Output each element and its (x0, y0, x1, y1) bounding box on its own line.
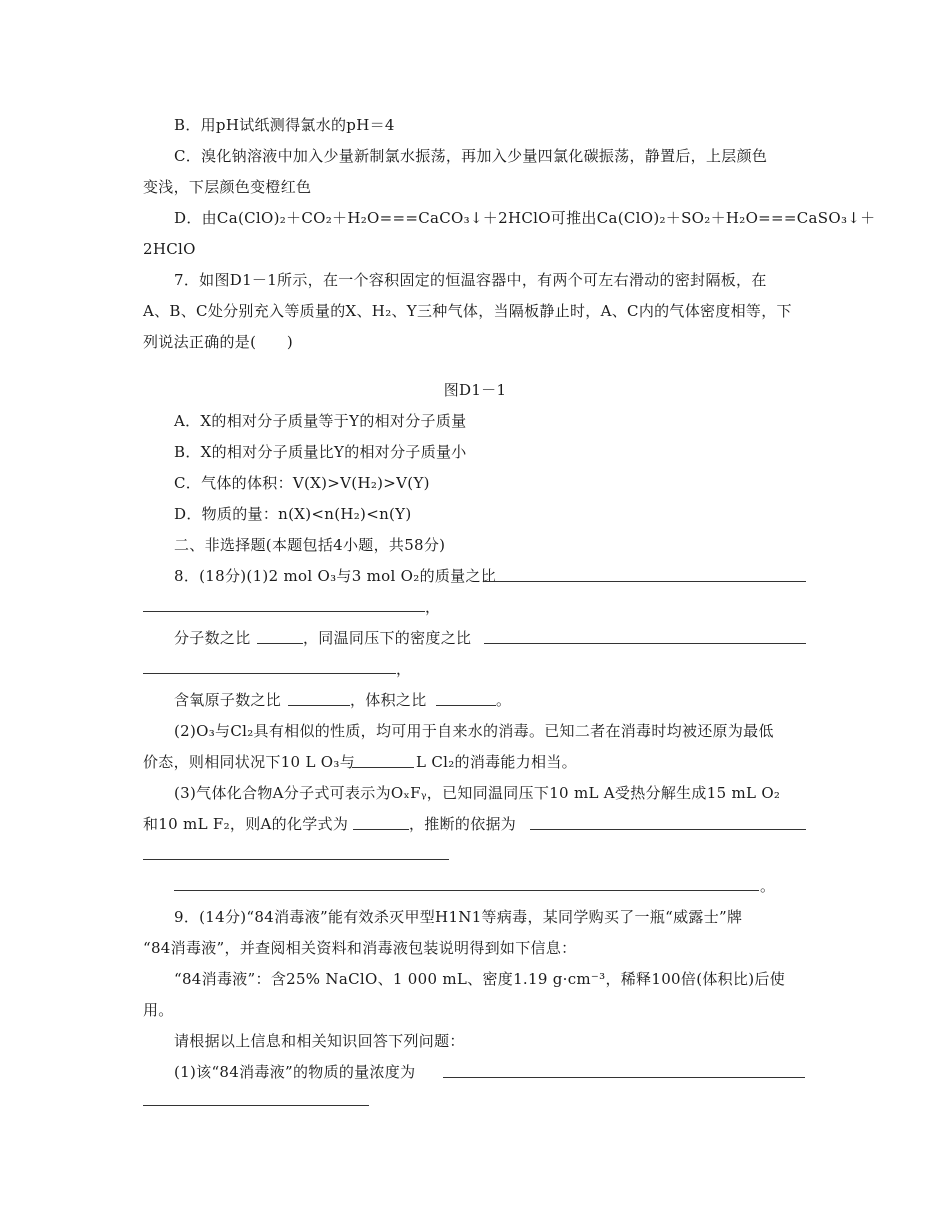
q9-part1: (1)该“84消毒液”的物质的量浓度为 (174, 1063, 416, 1081)
q9-info-line1: “84消毒液”：含25% NaClO、1 000 mL、密度1.19 g·cm⁻³，稀释100倍(体积比)后使 (174, 970, 785, 988)
answer-blank-basis-b[interactable] (143, 859, 449, 860)
answer-blank-cl2-volume[interactable] (352, 767, 414, 768)
q8-density-ratio-label: ，同温同压下的密度之比 (303, 629, 472, 647)
punct-comma: ， (396, 660, 412, 678)
punct-period: 。 (760, 877, 776, 895)
q7-option-b: B．X的相对分子质量比Y的相对分子质量小 (174, 443, 467, 461)
section-heading-2: 二、非选择题(本题包括4小题，共58分) (174, 536, 446, 554)
q6-option-c-line1: C．溴化钠溶液中加入少量新制氯水振荡，再加入少量四氯化碳振荡，静置后，上层颜色 (174, 147, 768, 165)
q7-option-a: A．X的相对分子质量等于Y的相对分子质量 (174, 412, 467, 430)
q9-stem-line1: 9．(14分)“84消毒液”能有效杀灭甲型H1N1等病毒，某同学购买了一瓶“威露士”牌 (174, 908, 743, 926)
q7-stem-line1: 7．如图D1－1所示，在一个容积固定的恒温容器中，有两个可左右滑动的密封隔板，在 (174, 271, 767, 289)
q9-info-line2: 用。 (143, 1001, 174, 1019)
q9-instruction: 请根据以上信息和相关知识回答下列问题： (174, 1032, 465, 1050)
answer-blank-mass-ratio-b[interactable] (143, 611, 425, 612)
answer-blank-concentration-a[interactable] (443, 1077, 805, 1078)
q8-part2-line2a: 价态，则相同状况下10 L O₃与 (143, 753, 355, 771)
q7-stem-line3: 列说法正确的是( ) (143, 333, 294, 351)
answer-blank-density-ratio-a[interactable] (484, 643, 806, 644)
answer-blank-oxygen-atom-ratio[interactable] (288, 705, 350, 706)
answer-blank-molecule-ratio[interactable] (257, 643, 303, 644)
q6-option-c-line2: 变浅，下层颜色变橙红色 (143, 178, 312, 196)
q7-option-d: D．物质的量：n(X)<n(H₂)<n(Y) (174, 505, 412, 523)
punct-comma: ， (425, 598, 441, 616)
q8-part2-line2b: L Cl₂的消毒能力相当。 (416, 753, 577, 771)
q6-option-b: B．用pH试纸测得氯水的pH＝4 (174, 116, 395, 134)
q8-oxygen-atom-ratio-label: 含氧原子数之比 (174, 691, 282, 709)
figure-caption: 图D1－1 (443, 381, 507, 399)
q7-stem-line2: A、B、C处分别充入等质量的X、H₂、Y三种气体，当隔板静止时，A、C内的气体密度相等，下 (143, 302, 792, 320)
answer-blank-concentration-b[interactable] (143, 1105, 369, 1106)
answer-blank-basis-c[interactable] (174, 890, 759, 891)
answer-blank-density-ratio-b[interactable] (143, 673, 396, 674)
q8-part3-line2b: ，推断的依据为 (409, 815, 517, 833)
answer-blank-mass-ratio-a[interactable] (484, 581, 806, 582)
q7-option-c: C．气体的体积：V(X)>V(H₂)>V(Y) (174, 474, 430, 492)
answer-blank-volume-ratio[interactable] (436, 705, 496, 706)
q8-part3-line2a: 和10 mL F₂，则A的化学式为 (143, 815, 349, 833)
q8-part3-line1: (3)气体化合物A分子式可表示为OₓFᵧ，已知同温同压下10 mL A受热分解生成15 mL O₂ (174, 784, 781, 802)
punct-period: 。 (496, 691, 512, 709)
q6-option-d-line1: D．由Ca(ClO)₂＋CO₂＋H₂O===CaCO₃↓＋2HClO可推出Ca(ClO)₂＋SO₂＋H₂O===CaSO₃↓＋ (174, 209, 876, 227)
q8-molecule-ratio-label: 分子数之比 (174, 629, 251, 647)
q6-option-d-line2: 2HClO (143, 240, 196, 258)
answer-blank-formula[interactable] (353, 829, 409, 830)
q9-stem-line2: “84消毒液”，并查阅相关资料和消毒液包装说明得到如下信息： (143, 939, 577, 957)
q8-part2-line1: (2)O₃与Cl₂具有相似的性质，均可用于自来水的消毒。已知二者在消毒时均被还原为最低 (174, 722, 774, 740)
q8-volume-ratio-label: ，体积之比 (350, 691, 427, 709)
q8-part1-line1: 8．(18分)(1)2 mol O₃与3 mol O₂的质量之比 (174, 567, 497, 585)
answer-blank-basis-a[interactable] (530, 829, 806, 830)
